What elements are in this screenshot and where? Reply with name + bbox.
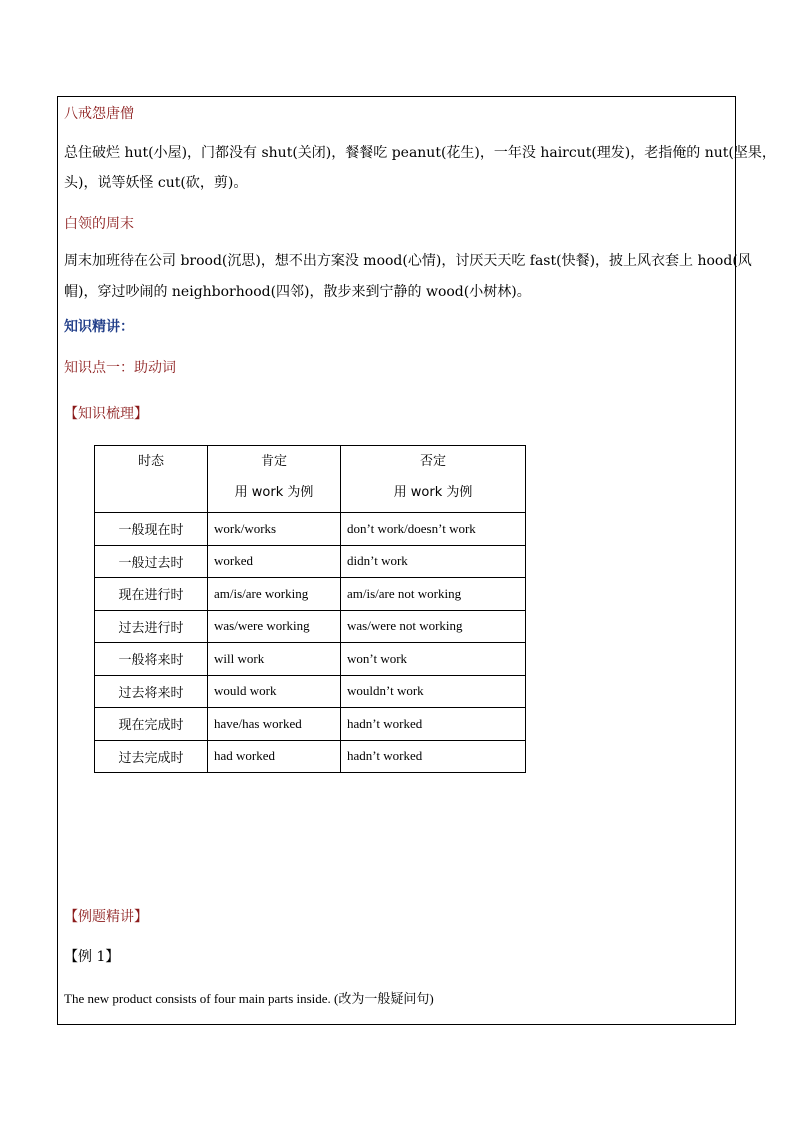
table-row: 现在进行时 am/is/are working am/is/are not working — [95, 578, 526, 611]
example-heading: 【例题精讲】 — [64, 909, 148, 925]
section-text-bajie-line2: 头)，说等妖怪 cut(砍，剪)。 — [64, 175, 248, 191]
example-1-label: 【例 1】 — [64, 949, 120, 965]
table-row: 过去完成时 had worked hadn’t worked — [95, 740, 526, 773]
section-text-whitecollar-line2: 帽)，穿过吵闹的 neighborhood(四邻)，散步来到宁静的 wood(小树林)。 — [64, 284, 531, 300]
tense-table — [94, 445, 526, 773]
table-row: 现在完成时 have/has worked hadn’t worked — [95, 708, 526, 741]
table-row: 过去进行时 was/were working was/were not working — [95, 610, 526, 643]
table-row: 一般现在时 work/works don’t work/doesn’t work — [95, 513, 526, 546]
tense-table-header — [95, 446, 526, 513]
table-row: 一般过去时 worked didn’t work — [95, 545, 526, 578]
section-text-bajie-line1: 总住破烂 hut(小屋)，门都没有 shut(关闭)，餐餐吃 peanut(花生)，一年没 haircut(理发)，老指俺的 nut(坚果， — [64, 145, 776, 161]
header-tense: 时态 — [95, 446, 208, 513]
section-title-bajie: 八戒怨唐僧 — [64, 106, 134, 122]
example-1-text: The new product consists of four main parts inside. (改为一般疑问句) — [64, 991, 434, 1006]
table-row: 一般将来时 will work won’t work — [95, 643, 526, 676]
knowledge-heading: 知识精讲： — [64, 319, 134, 335]
header-positive: 肯定 用 work 为例 — [208, 446, 341, 513]
summary-heading: 【知识梳理】 — [64, 406, 148, 422]
table-row: 过去将来时 would work wouldn’t work — [95, 675, 526, 708]
knowledge-point-1: 知识点一：助动词 — [64, 360, 176, 376]
section-text-whitecollar-line1: 周末加班待在公司 brood(沉思)，想不出方案没 mood(心情)，讨厌天天吃 fast(快餐)，披上风衣套上 hood(风 — [64, 253, 752, 269]
header-negative: 否定 用 work 为例 — [341, 446, 526, 513]
section-title-whitecollar: 白领的周末 — [64, 216, 134, 232]
